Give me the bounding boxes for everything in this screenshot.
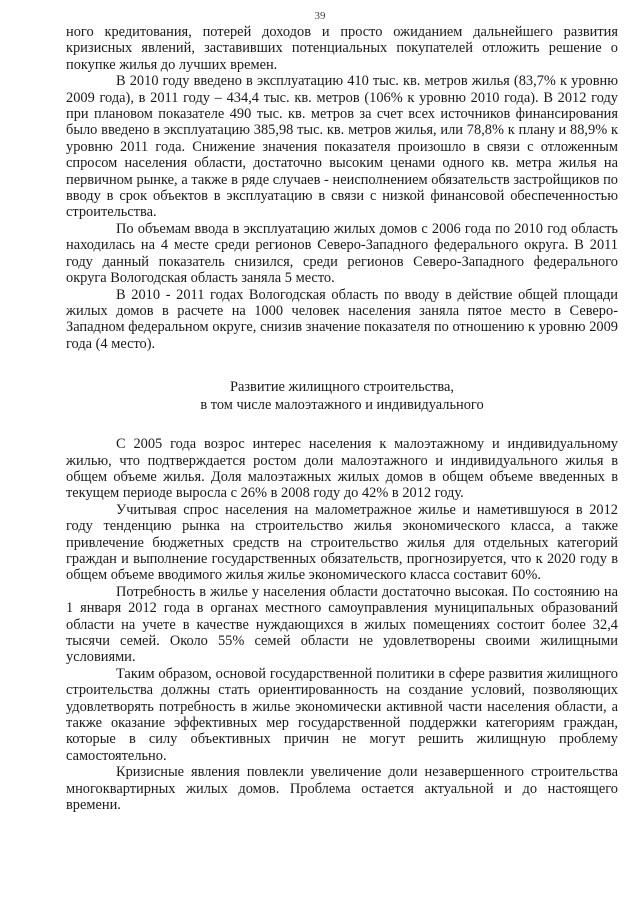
paragraph-unfinished-construction: Кризисные явления повлекли увеличение доли незавершенного строительства многоквартирных жилых домов. Проблема остается актуальной и до настоящего времени. <box>66 764 618 814</box>
paragraph-region-ranking: По объемам ввода в эксплуатацию жилых домов с 2006 года по 2010 год область находилась на 4 месте среди регионов Северо-Западного федерального округа. В 2011 году данный показатель снизился, среди регионов Северо-Западного федерального округа Вологодская область заняла 5 место. <box>66 220 618 287</box>
section-heading-line-1: Развитие жилищного строительства, <box>229 379 455 396</box>
paragraph-state-policy: Таким образом, основой государственной политики в сфере развития жилищного строительства должны стать ориентированность на создание условий, позволяющих удовлетворять потребность в жилье экономически активной части населения области, а также оказание эффективных мер государственной поддержки категориям граждан, которые в силу объективных причин не могут решить жилищную проблему самостоятельно. <box>66 665 618 764</box>
paragraph-continuation: ного кредитования, потерей доходов и просто ожиданием дальнейшего развития кризисных явлений, заставивших потенциальных покупателей отложить решение о покупке жилья до лучших времен. <box>66 24 618 73</box>
paragraph-housing-commissioning: В 2010 году введено в эксплуатацию 410 тыс. кв. метров жилья (83,7% к уровню 2009 года), в 2011 году – 434,4 тыс. кв. метров (106% к уровню 2010 года). В 2012 году при плановом показателе 490 тыс. кв. метров за счет всех источников финансирования было введено в эксплуатацию 385,98 тыс. кв. метров жилья, или 78,8% к плану и 88,9% к уровню 2011 года. Снижение значения показателя произошло в связи с отложенным спросом населения области, достаточно высоким ценами одного кв. метра жилья на первичном рынке, а также в ряде случаев - неисполнением обязательств застройщиков по вводу в срок объектов в эксплуатацию в связи с низкой финансовой обеспеченностью строительства. <box>66 73 618 221</box>
paragraph-per-capita-ranking: В 2010 - 2011 годах Вологодская область по вводу в действие общей площади жилых домов в расчете на 1000 человек населения заняла пятое место в Северо-Западном федеральном округе, снизив значение показателя по отношению к уровню 2009 года (4 место). <box>66 286 618 352</box>
paragraph-lowrise-interest: С 2005 года возрос интерес населения к малоэтажному и индивидуальному жилью, что подтверждается ростом доли малоэтажного и индивидуального жилья в общем объеме жилья. Доля малоэтажных жилых домов в общем объеме введенных в текущем периоде выросла с 26% в 2008 году до 42% в 2012 году. <box>66 436 618 502</box>
paragraph-housing-need: Потребность в жилье у населения области достаточно высокая. По состоянию на 1 января 2012 года в органах местного самоуправления муниципальных образований области на учете в качестве нуждающихся в жилых помещениях состоит более 32,4 тысячи семей. Около 55% семей области не удовлетворены своими жилищными условиями. <box>66 583 618 666</box>
page-number: 39 <box>314 10 326 22</box>
section-heading-line-2: в том числе малоэтажного и индивидуального <box>200 397 484 414</box>
page-content <box>66 24 618 813</box>
paragraph-economy-class-forecast: Учитывая спрос населения на малометражное жилье и наметившуюся в 2012 году тенденцию рынка на строительство жилья экономического класса, а также привлечение бюджетных средств на строительство жилья для отдельных категорий граждан и выполнение государственных обязательств, прогнозируется, что к 2020 году в общем объеме вводимого жилья жилье экономического класса составит 60%. <box>66 501 618 584</box>
